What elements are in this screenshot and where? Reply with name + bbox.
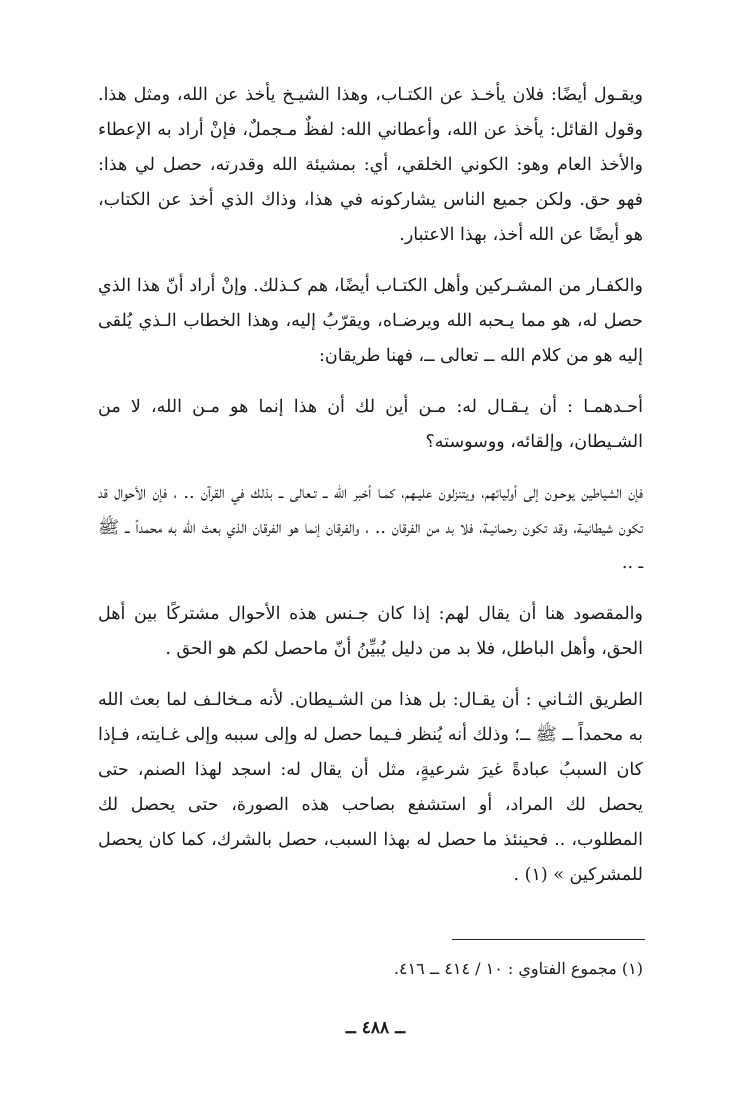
paragraph-4: فإن الشياطين يوحـون إلى أوليائهم، ويتنزلون عليـهم، كمـا أخبر الله ــ تـعالى ــ بذلك في القرآن .. ، فإن الأحوال قد تكون شيطانيـة، وقد تكون رحمانيـة، فلا بد من الفرقان .. ، والفرقان إنما هو الفرقان الذي بعث الله به محمداً ــ ﷺ ــ .. [98,483,643,573]
main-text [98,78,643,907]
paragraph-2: والكفـار من المشـركين وأهل الكتـاب أيضًا، هم كـذلك. وإنْ أراد أنّ هذا الذي حصل له، هو مما يـحبه الله ويرضـاه، ويقرّبُ إليه، وهذا الخطاب الـذي يُلقى إليه هو من كلام الله ــ تعالى ــ، فهنا طريقان: [98,276,643,366]
paragraph-5: والمقصود هنا أن يقال لهم: إذا كان جـنس هذه الأحوال مشتركًا بين أهل الحق، وأهل الباطل، فلا بد من دليل يُبيِّنُ أنّ ماحصل لكم هو الحق . [98,604,643,659]
paragraph-3: أحـدهمـا : أن يـقـال له: مـن أين لك أن هذا إنما هو مـن الله، لا من الشـيطان، وإلقائه، ووسوسته؟ [98,397,643,452]
paragraph-6: الطريق الثـاني : أن يقـال: بل هذا من الشـيطان. لأنه مـخالـف لما بعث الله به محمداً ــ ﷺ ــ؛ وذلك أنه يُنظر فـيما حصل له وإلى سببه وإلى غـايته، فـإذا كان السببُ عبادةً غيرَ شرعيةٍ، مثل أن يقال له: اسجد لهذا الصنم، حتى يحصل لك المراد، أو استشفع بصاحب هذه الصورة، حتى يحصل لك المطلوب، .. فحينئذ ما حصل له بهذا السبب، حصل بالشرك، كما كان يحصل للمشركين » (١) . [98,690,643,885]
page-number: ــ ٤٨٨ ــ [345,1018,406,1038]
paragraph-1: ويقـول أيضًا: فلان يأخـذ عن الكتـاب، وهذا الشيـخ يأخذ عن الله، ومثل هذا. وقول القائل: يأخذ عن الله، وأعطاني الله: لفظٌ مـجملٌ، فإنْ أراد به الإعطاء والأخذ العام وهو: الكوني الخلقي، أي: بمشيئة الله وقدرته، حصل لي هذا: فهو حق. ولكن جميع الناس يشاركونه في هذا، وذاك الذي أخذ عن الكتاب، هو أيضًا عن الله أخذ، بهذا الاعتبار. [98,85,643,245]
footnote: (١) مجموع الفتاوي : ١٠ / ٤١٤ ــ ٤١٦. [393,959,643,978]
footnote-divider [452,939,645,940]
